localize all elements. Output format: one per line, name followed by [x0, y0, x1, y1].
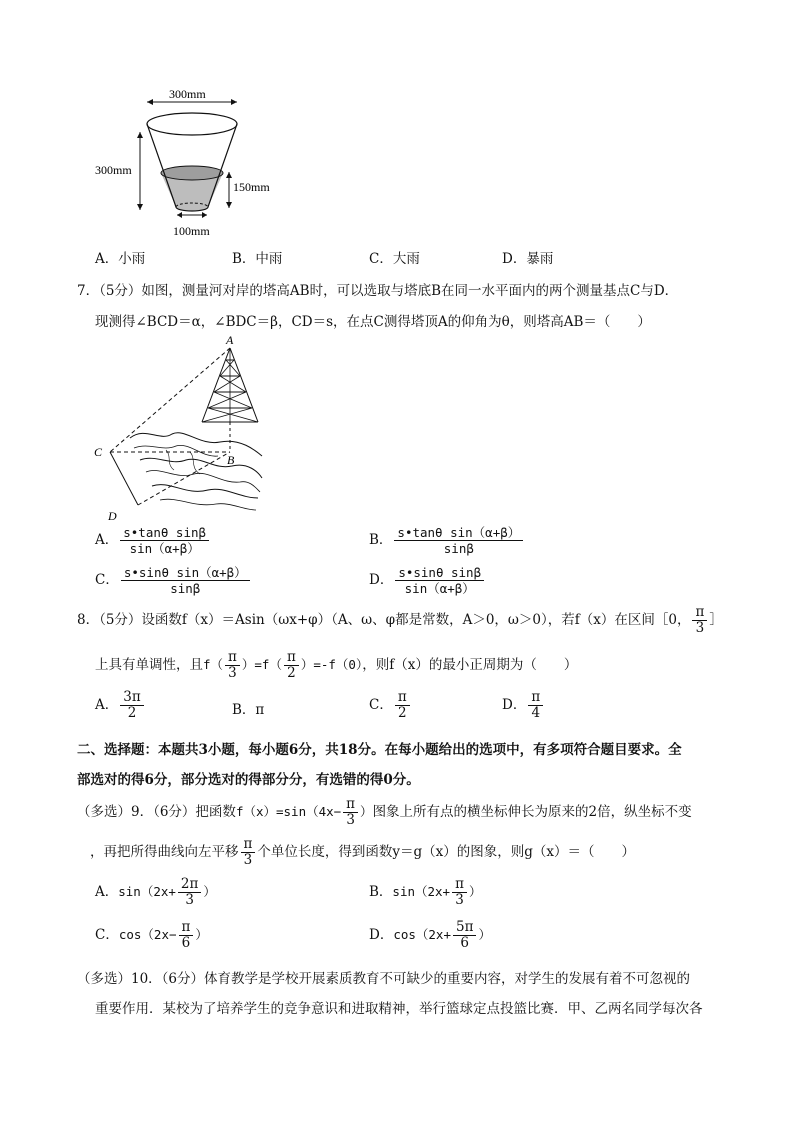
point-a-label: A [226, 333, 234, 347]
q9-line1: （多选）9．（6分）把函数f（x）=sin（4x− $\frac{\pi}{3}$ ）图象上所有点的横坐标伸长为原来的2倍，纵坐标不变 [77, 796, 692, 828]
q10-line2: 重要作用．某校为了培养学生的竞争意识和进取精神，举行篮球定点投篮比赛．甲、乙两名同学每次各 [95, 1001, 703, 1017]
q6-option-a: A．小雨 [95, 251, 146, 267]
point-b-label: B [227, 453, 235, 467]
q7-option-c: C． $\frac{\text{s•sinθ sin（α+β）}}{\sin\beta}$ [95, 565, 252, 596]
tower-figure [90, 330, 270, 522]
q9-option-b: B．sin（2x+ $\frac{\pi}{3}$ ） [369, 876, 482, 908]
q8-option-c: C． $\frac{\pi}{2}$ [369, 690, 412, 721]
q6-option-c: C．大雨 [369, 251, 420, 267]
q6-option-b: B．中雨 [232, 251, 283, 267]
q9-option-a: A．sin（2x+ $\frac{2\pi}{3}$ ） [95, 876, 216, 908]
q7-line1: 7．（5分）如图，测量河对岸的塔高AB时，可以选取与塔底B在同一水平面内的两个测量基点C与D． [77, 283, 679, 299]
section2-line1: 二、选择题：本题共3小题，每小题6分，共18分。在每小题给出的选项中，有多项符合题目要求。全 [77, 742, 682, 758]
section2-line2: 部选对的得6分，部分选对的得部分分，有选错的得0分。 [77, 772, 420, 788]
point-c-label: C [94, 445, 103, 459]
top-dimension-label: 300mm [169, 90, 206, 101]
q9-option-c: C．cos（2x− $\frac{\pi}{6}$ ） [95, 919, 208, 951]
bottom-dimension-label: 100mm [173, 224, 210, 238]
q10-line1: （多选）10．（6分）体育教学是学校开展素质教育不可缺少的重要内容，对学生的发展有着不可忽视的 [77, 971, 691, 987]
q9-option-d: D．cos（2x+ $\frac{5\pi}{6}$ ） [369, 919, 491, 951]
right-dimension-label: 150mm [233, 180, 270, 194]
bucket-figure [95, 90, 295, 240]
q8-option-d: D． $\frac{\pi}{4}$ [502, 690, 545, 721]
q8-option-a: A． $\frac{3\pi}{2}$ [95, 690, 146, 721]
left-dimension-label: 300mm [95, 163, 132, 177]
point-d-label: D [108, 509, 117, 522]
q7-option-b: B． $\frac{\text{s•tanθ sin（α+β）}}{\sin\beta}$ [369, 525, 525, 556]
q9-line2: ，再把所得曲线向左平移 $\frac{\pi}{3}$ 个单位长度，得到函数y＝g（x）的图象，则g（x）＝（ ） [90, 836, 636, 868]
q8-line1: 8．（5分）设函数f（x）＝Asin（ωx+φ）（A、ω、φ都是常数，A＞0，ω＞0），若f（x）在区间［0， $\frac{\pi}{3}$ ］ [77, 604, 723, 636]
q6-option-d: D．暴雨 [502, 251, 554, 267]
q8-line2: 上具有单调性，且f（ $\frac{\pi}{3}$ ）=f（ $\frac{\pi}{2}$ ）=-f（0），则f（x）的最小正周期为（ ） [95, 649, 578, 681]
q8-option-b: B．π [232, 702, 265, 718]
q7-line2: 现测得∠BCD＝α，∠BDC＝β，CD＝s，在点C测得塔顶A的仰角为θ，则塔高AB＝（ ） [95, 314, 651, 330]
q7-option-d: D． $\frac{\text{s•sinθ sinβ}}{\sin(\alpha+\beta)}$ [369, 565, 486, 596]
q7-option-a: A． $\frac{\text{s•tanθ sinβ}}{\sin(\alpha+\beta)}$ [95, 525, 211, 556]
